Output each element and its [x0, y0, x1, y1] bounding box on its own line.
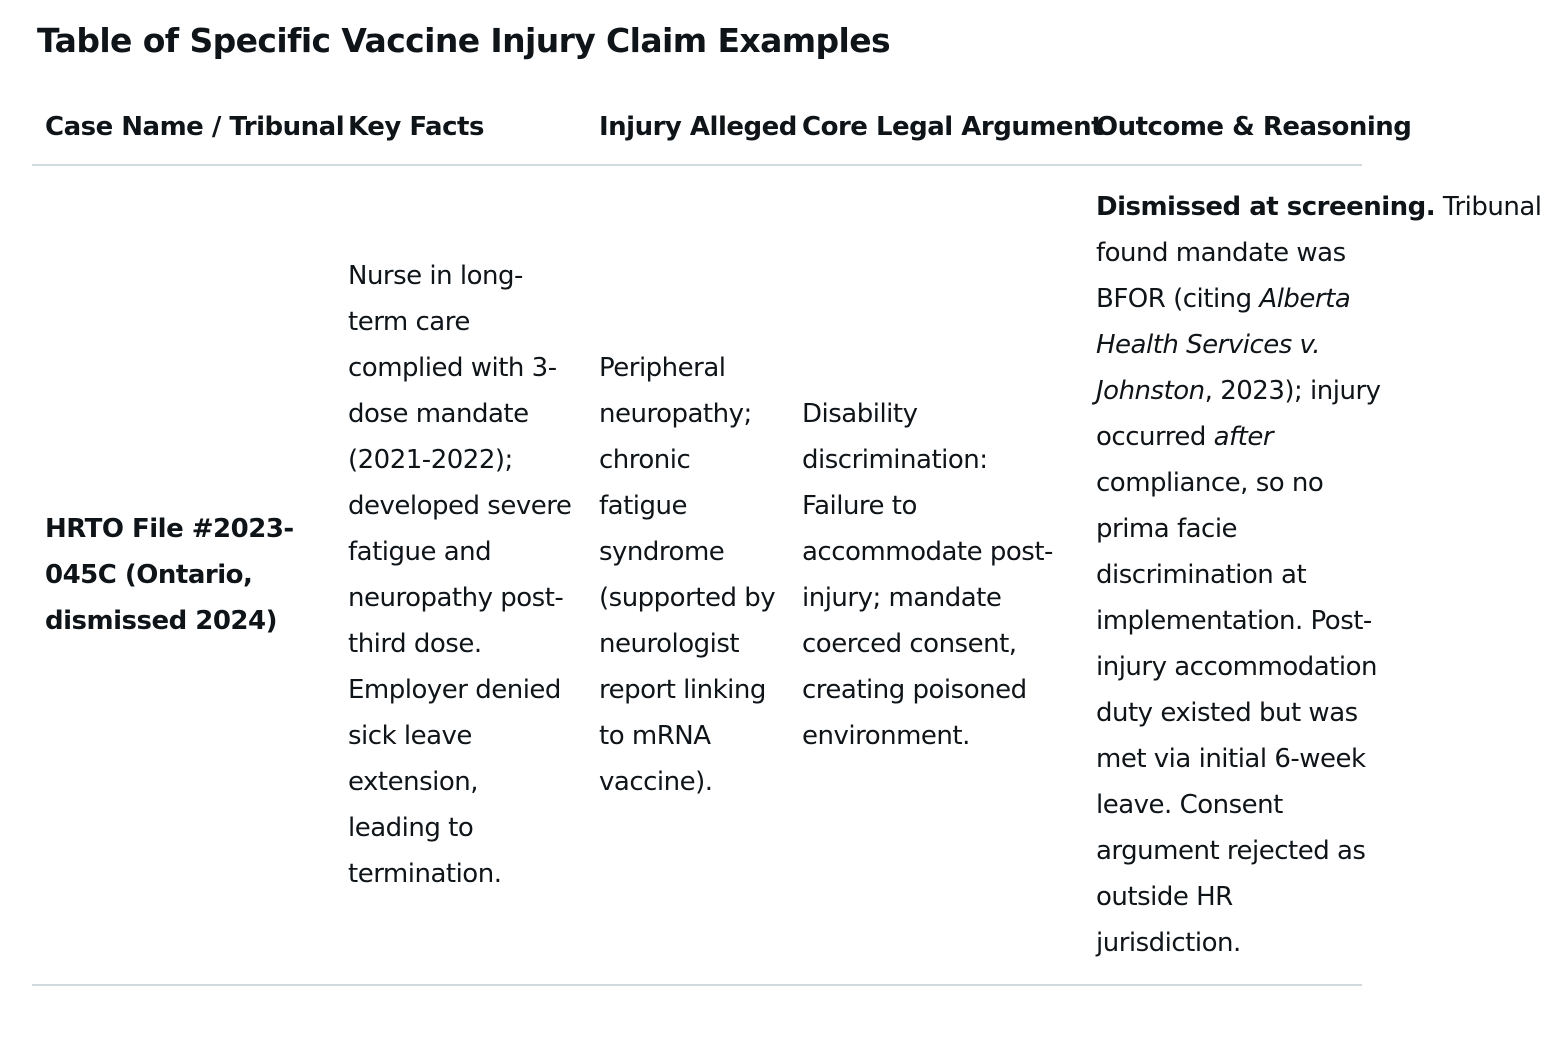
outcome-text: prima facie	[1096, 514, 1238, 544]
table-scroll-container[interactable]	[37, 90, 1542, 1040]
outcome-text: met via initial 6-week	[1096, 744, 1366, 774]
outcome-text: injury accommodation	[1096, 652, 1377, 682]
column-header-injury-alleged: Injury Alleged	[586, 90, 789, 165]
outcome-text: duty existed but was	[1096, 698, 1358, 728]
column-header-key-facts: Key Facts	[335, 90, 586, 165]
outcome-text: jurisdiction.	[1096, 928, 1241, 958]
cell-case-name: HRTO File #2023-045C (Ontario, dismissed 2024)	[32, 165, 335, 985]
outcome-text: outside HR	[1096, 882, 1233, 912]
outcome-text: BFOR (citing	[1096, 284, 1252, 314]
table-row	[32, 165, 1362, 985]
outcome-text: Tribunal	[1442, 192, 1542, 222]
outcome-case-citation: Alberta	[1259, 284, 1351, 314]
column-header-case-name: Case Name / Tribunal	[32, 90, 335, 165]
claims-table	[32, 90, 1542, 986]
outcome-emphasis: after	[1213, 422, 1274, 452]
outcome-text: discrimination at	[1096, 560, 1307, 590]
outcome-case-citation: Johnston	[1096, 376, 1205, 406]
outcome-text: leave. Consent	[1096, 790, 1283, 820]
outcome-case-citation: Health Services v.	[1096, 330, 1321, 360]
outcome-text: compliance, so no	[1096, 468, 1324, 498]
table-header-row	[32, 90, 1362, 165]
outcome-text: implementation. Post-	[1096, 606, 1372, 636]
cell-outcome	[1083, 165, 1542, 985]
outcome-text: argument rejected as	[1096, 836, 1366, 866]
column-header-core-argument: Core Legal Argument	[789, 90, 1083, 165]
column-header-outcome: Outcome & Reasoning	[1083, 90, 1362, 165]
outcome-verdict: Dismissed at screening.	[1096, 192, 1436, 222]
page-title: Table of Specific Vaccine Injury Claim Examples	[37, 21, 891, 60]
cell-core-argument: Disability discrimination: Failure to accommodate post-injury; mandate coerced consent, creating poisoned environment.	[789, 165, 1083, 985]
outcome-text: occurred	[1096, 422, 1206, 452]
cell-injury-alleged: Peripheral neuropathy; chronic fatigue syndrome (supported by neurologist report linking to mRNA vaccine).	[586, 165, 789, 985]
cell-key-facts: Nurse in long-term care complied with 3-dose mandate (2021-2022); developed severe fatigue and neuropathy post-third dose. Employer denied sick leave extension, leading to termination.	[335, 165, 586, 985]
outcome-text: found mandate was	[1096, 238, 1346, 268]
outcome-text: , 2023); injury	[1204, 376, 1381, 406]
